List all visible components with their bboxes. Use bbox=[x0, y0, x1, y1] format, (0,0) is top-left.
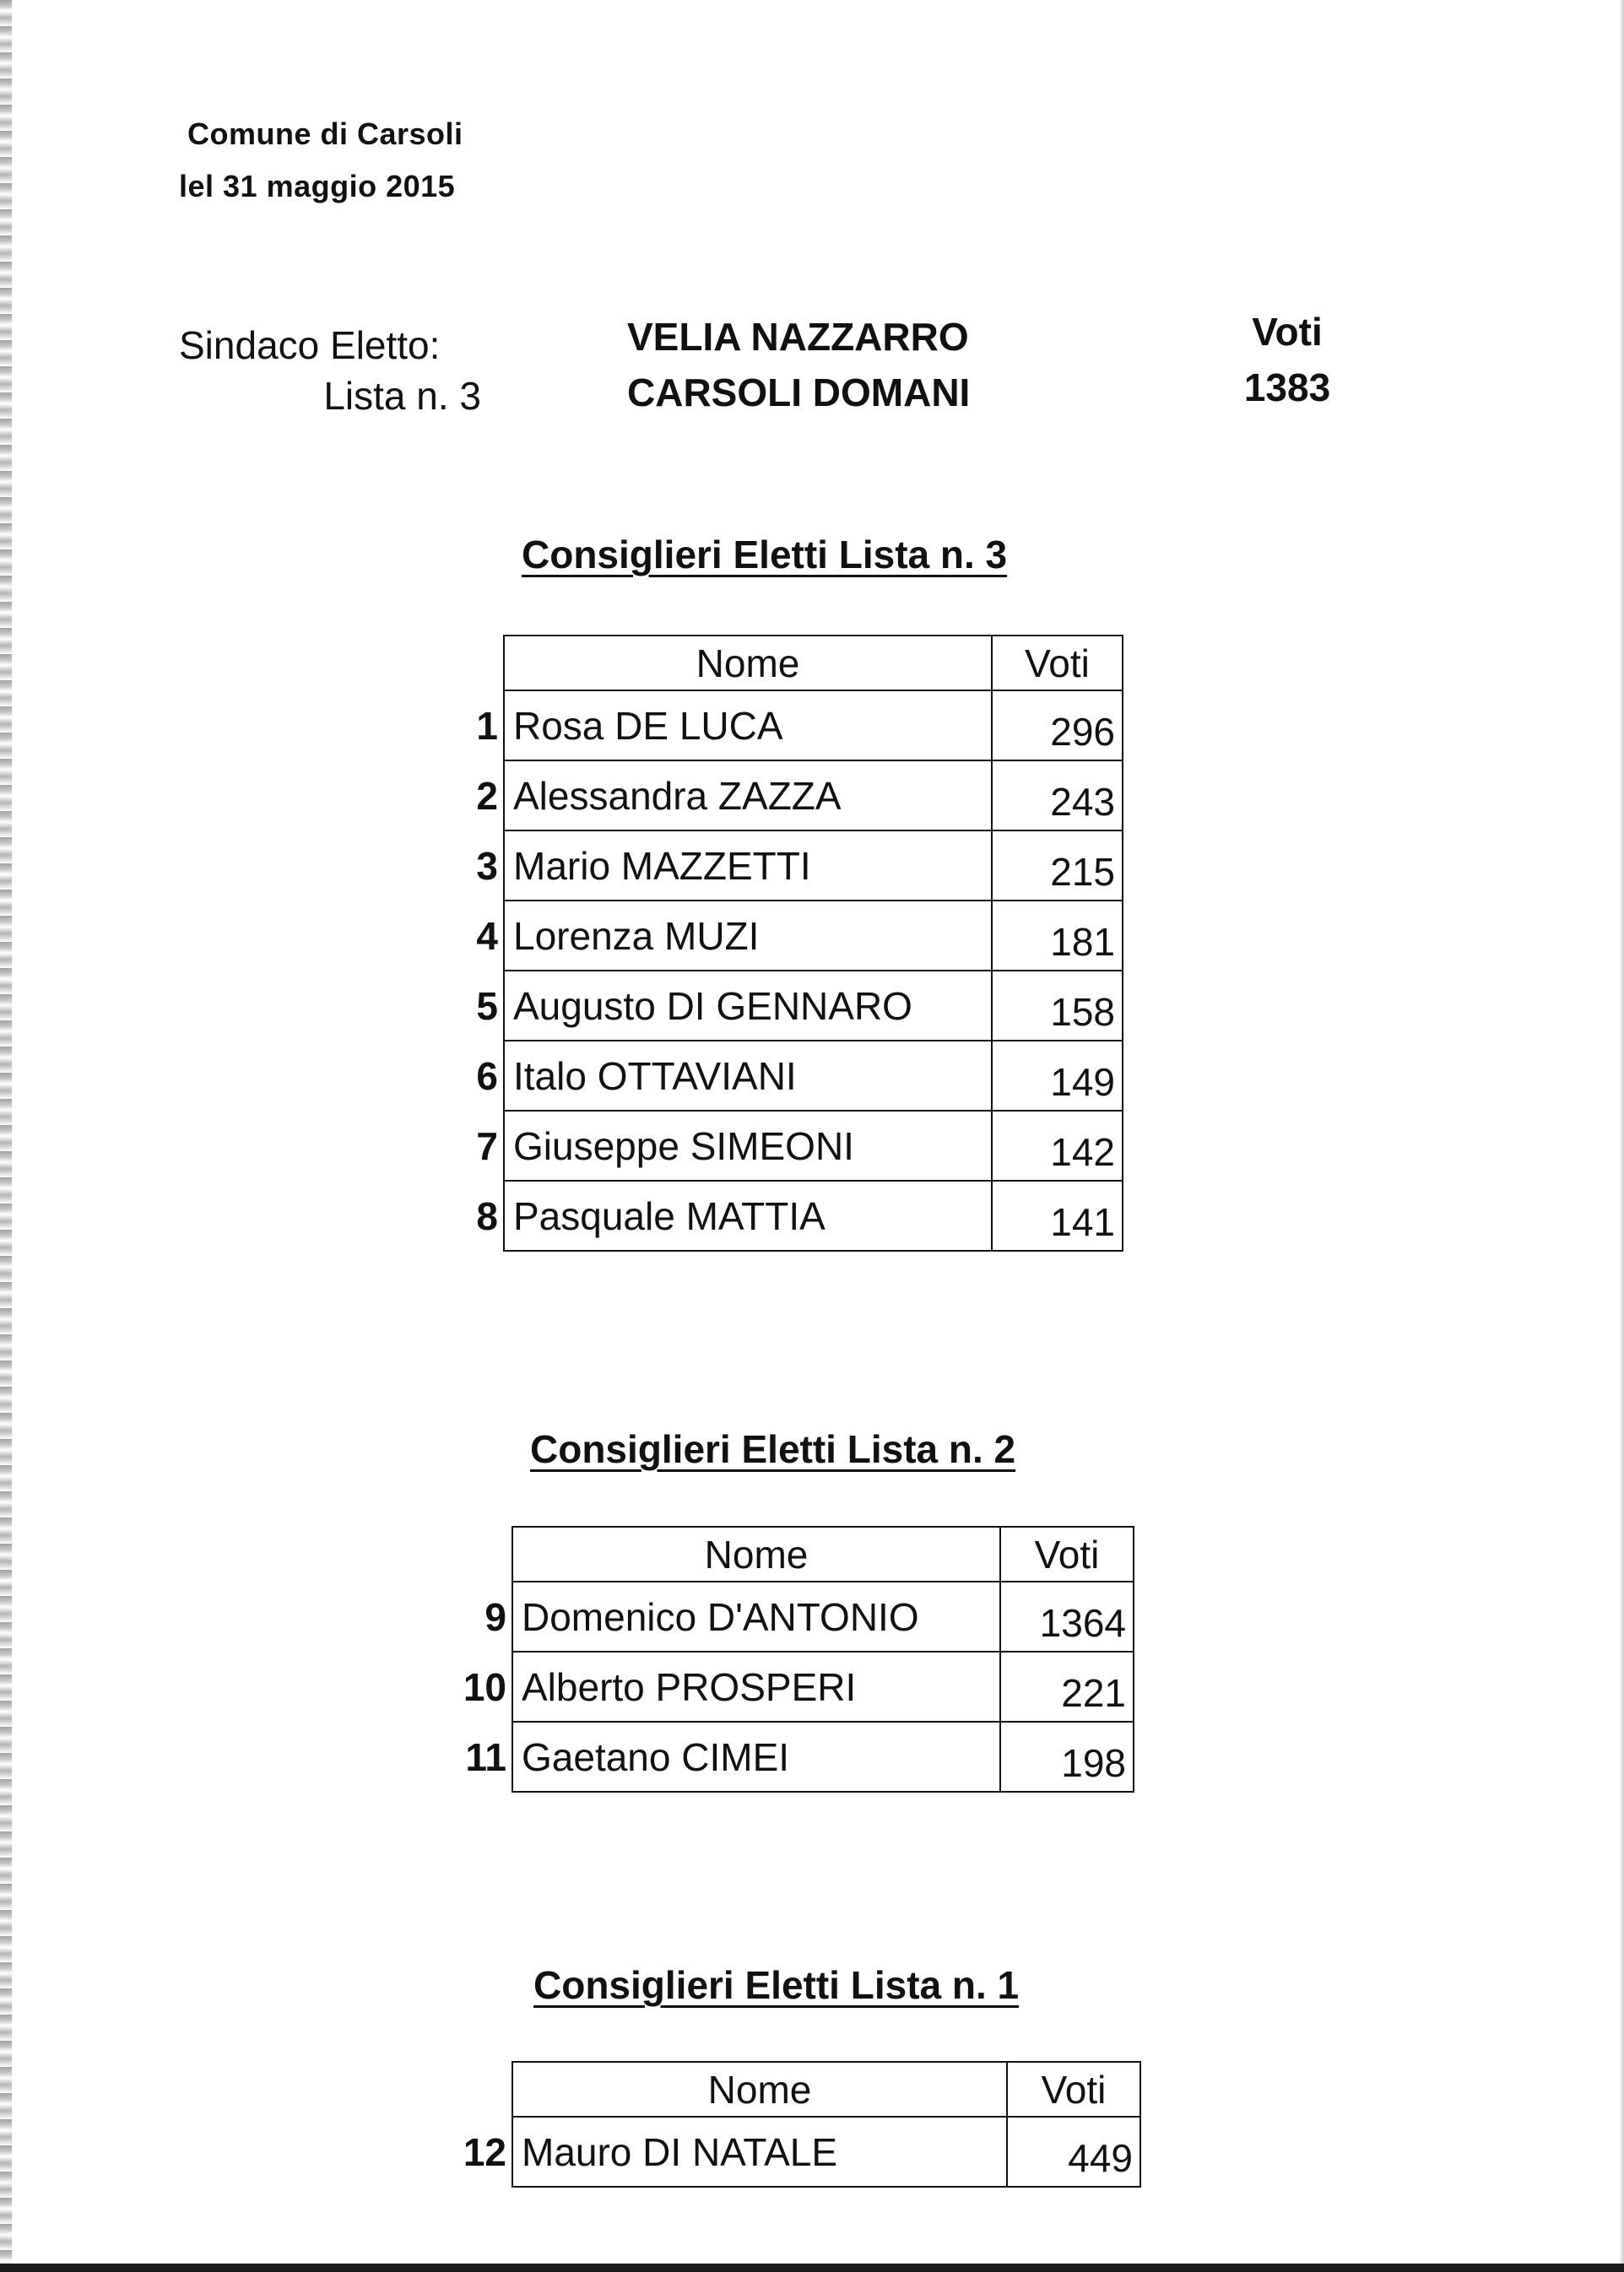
candidate-votes: 198 bbox=[1000, 1722, 1134, 1792]
header-blank bbox=[453, 636, 504, 690]
header-blank bbox=[452, 2062, 512, 2117]
header-blank bbox=[452, 1527, 512, 1582]
table-row bbox=[452, 2117, 1140, 2187]
voti-value: 1383 bbox=[1243, 365, 1331, 409]
scan-edge-bottom bbox=[0, 2264, 1624, 2272]
table-header-row bbox=[452, 1527, 1134, 1582]
candidate-name: Gaetano CIMEI bbox=[512, 1722, 1000, 1792]
table-row bbox=[453, 690, 1123, 760]
header-voti: Voti bbox=[1000, 1527, 1134, 1582]
table-row bbox=[453, 1111, 1123, 1181]
candidate-votes: 149 bbox=[992, 1041, 1123, 1111]
table-lista-1 bbox=[452, 2061, 1141, 2188]
table-row bbox=[452, 1582, 1134, 1652]
table-row bbox=[452, 1652, 1134, 1722]
candidate-name: Rosa DE LUCA bbox=[504, 690, 992, 760]
table-row bbox=[453, 760, 1123, 830]
candidate-name: Giuseppe SIMEONI bbox=[504, 1111, 992, 1181]
row-number: 10 bbox=[463, 1664, 506, 1709]
header-nome: Nome bbox=[504, 636, 992, 690]
row-number: 6 bbox=[476, 1053, 498, 1098]
candidate-votes: 181 bbox=[992, 901, 1123, 971]
candidate-votes: 142 bbox=[992, 1111, 1123, 1181]
lista-label: Lista n. 3 bbox=[323, 374, 481, 418]
section-title-lista-2: Consiglieri Eletti Lista n. 2 bbox=[530, 1427, 1016, 1471]
table-row bbox=[453, 971, 1123, 1041]
voti-label: Voti bbox=[1252, 310, 1323, 354]
scan-edge-right bbox=[1619, 0, 1624, 2272]
candidate-name: Alessandra ZAZZA bbox=[504, 760, 992, 830]
header-voti: Voti bbox=[1007, 2062, 1140, 2117]
row-number: 2 bbox=[476, 773, 498, 818]
candidate-name: Domenico D'ANTONIO bbox=[512, 1582, 1000, 1652]
candidate-name: Lorenza MUZI bbox=[504, 901, 992, 971]
table-header-row bbox=[452, 2062, 1140, 2117]
candidate-votes: 449 bbox=[1007, 2117, 1140, 2187]
candidate-votes: 296 bbox=[992, 690, 1123, 760]
row-number: 5 bbox=[476, 983, 498, 1028]
row-number: 7 bbox=[476, 1123, 498, 1168]
section-title-lista-3: Consiglieri Eletti Lista n. 3 bbox=[522, 533, 1008, 576]
candidate-name: Alberto PROSPERI bbox=[512, 1652, 1000, 1722]
header-nome: Nome bbox=[512, 2062, 1007, 2117]
table-row bbox=[453, 1041, 1123, 1111]
row-number: 8 bbox=[476, 1193, 498, 1238]
candidate-name: Pasquale MATTIA bbox=[504, 1181, 992, 1251]
election-date: lel 31 maggio 2015 bbox=[179, 169, 456, 203]
candidate-name: Augusto DI GENNARO bbox=[504, 971, 992, 1041]
sindaco-name: VELIA NAZZARRO bbox=[627, 315, 969, 359]
row-number: 9 bbox=[484, 1594, 506, 1639]
row-number: 12 bbox=[463, 2129, 506, 2174]
candidate-votes: 243 bbox=[992, 760, 1123, 830]
table-row bbox=[453, 830, 1123, 901]
row-number: 1 bbox=[476, 703, 498, 748]
section-title-lista-1: Consiglieri Eletti Lista n. 1 bbox=[533, 1963, 1020, 2007]
candidate-name: Mauro DI NATALE bbox=[512, 2117, 1007, 2187]
candidate-name: Mario MAZZETTI bbox=[504, 830, 992, 901]
table-row bbox=[453, 1181, 1123, 1251]
candidate-votes: 158 bbox=[992, 971, 1123, 1041]
table-lista-3 bbox=[453, 635, 1123, 1252]
scan-edge-left bbox=[0, 0, 12, 2272]
candidate-votes: 215 bbox=[992, 830, 1123, 901]
lista-name: CARSOLI DOMANI bbox=[627, 371, 971, 414]
candidate-votes: 1364 bbox=[1000, 1582, 1134, 1652]
table-row bbox=[453, 901, 1123, 971]
sindaco-label: Sindaco Eletto: bbox=[179, 323, 441, 367]
table-header-row bbox=[453, 636, 1123, 690]
row-number: 4 bbox=[476, 913, 498, 958]
comune-title: Comune di Carsoli bbox=[187, 116, 463, 151]
candidate-votes: 141 bbox=[992, 1181, 1123, 1251]
header-nome: Nome bbox=[512, 1527, 1000, 1582]
header-voti: Voti bbox=[992, 636, 1123, 690]
candidate-votes: 221 bbox=[1000, 1652, 1134, 1722]
table-row bbox=[452, 1722, 1134, 1792]
row-number: 11 bbox=[465, 1734, 506, 1779]
row-number: 3 bbox=[476, 843, 498, 888]
table-lista-2 bbox=[452, 1526, 1134, 1793]
candidate-name: Italo OTTAVIANI bbox=[504, 1041, 992, 1111]
